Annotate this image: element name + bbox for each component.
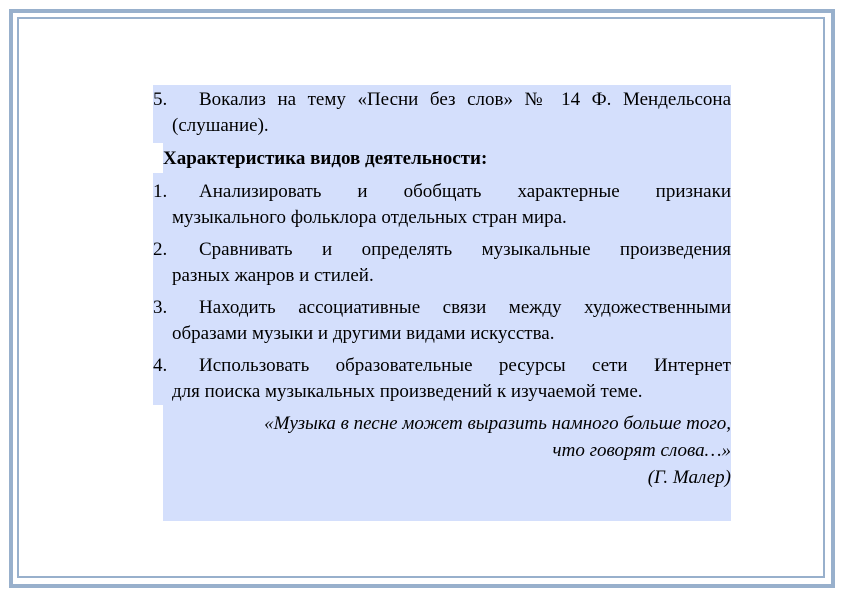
item-number: 4. <box>153 355 168 376</box>
item-number: 2. <box>153 239 168 260</box>
quote-author: (Г. Малер) <box>647 467 731 488</box>
item-text-line1: Анализировать и обобщать характерные признаки <box>199 181 731 202</box>
item-number: 1. <box>153 181 168 202</box>
quote-line2: что говорят слова…» <box>552 440 731 461</box>
item-text-line2: разных жанров и стилей. <box>172 265 374 286</box>
item-text-line1: Использовать образовательные ресурсы сети Интернет <box>199 355 731 376</box>
item-text-line2: музыкального фольклора отдельных стран мира. <box>172 207 567 228</box>
list-item <box>153 87 731 139</box>
section-heading: Характеристика видов деятельности: <box>163 148 488 169</box>
item-text-line2: образами музыки и другими видами искусства. <box>172 323 555 344</box>
list-item <box>153 295 731 347</box>
list-item <box>153 237 731 289</box>
quote-line1: «Музыка в песне может выразить намного больше того, <box>264 413 731 434</box>
list-item <box>153 179 731 231</box>
item-text-line2: (слушание). <box>172 115 269 136</box>
item-text-line1: Находить ассоциативные связи между художественными <box>199 297 731 318</box>
item-number: 5. <box>153 89 168 110</box>
item-text-line2: для поиска музыкальных произведений к изучаемой теме. <box>172 381 643 402</box>
item-number: 3. <box>153 297 168 318</box>
list-item <box>153 353 731 405</box>
item-text-line1: Вокализ на тему «Песни без слов» № 14 Ф. Мендельсона <box>199 89 731 110</box>
item-text-line1: Сравнивать и определять музыкальные произведения <box>199 239 731 260</box>
